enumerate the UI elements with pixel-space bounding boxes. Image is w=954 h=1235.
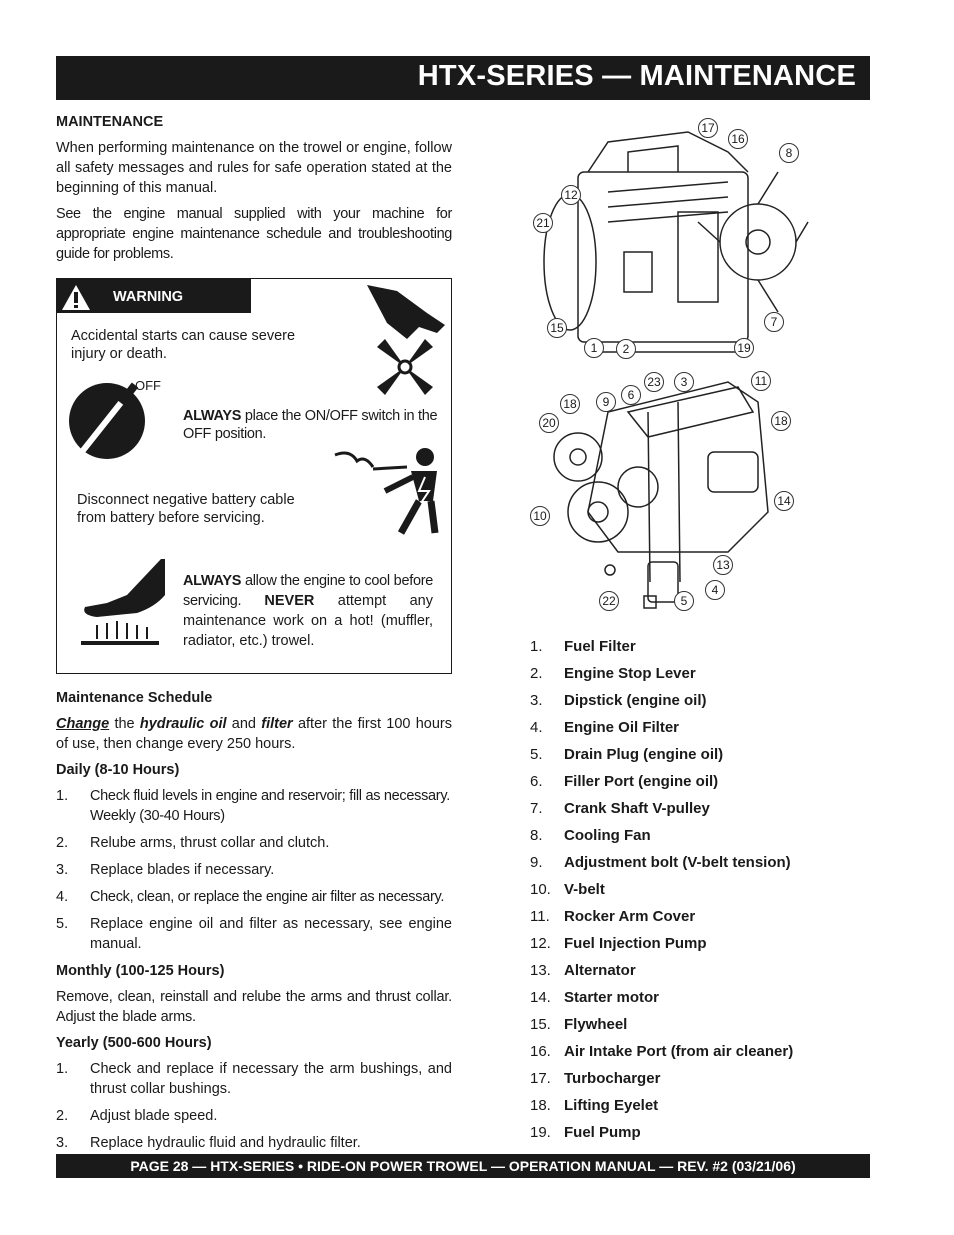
always-switch-off-rest: place the ON/OFF switch in the OFF position.: [183, 408, 438, 442]
part-number: 5.: [530, 746, 543, 763]
item-number: 4.: [56, 889, 69, 905]
change-emphasis: Change: [56, 716, 110, 732]
header-bar: [56, 56, 870, 100]
item-number: 3.: [56, 862, 69, 878]
hot-surface-icon: [77, 555, 167, 649]
part-number: 7.: [530, 800, 543, 817]
list-item: [530, 960, 860, 987]
callout-15: 15: [547, 318, 567, 338]
schedule-rest: after the first 100 hours of use, then change every 250 hours.: [56, 716, 453, 752]
callout-7: 7: [764, 312, 784, 332]
list-item: [56, 887, 452, 907]
item-number: 2.: [56, 835, 69, 851]
part-label: Adjustment bolt (V-belt tension): [564, 854, 791, 871]
list-item: [56, 860, 452, 880]
callout-4: 4: [705, 580, 725, 600]
part-label: Fuel Injection Pump: [564, 935, 707, 952]
list-item: [530, 879, 860, 906]
item-number: 2.: [56, 1108, 69, 1124]
part-number: 6.: [530, 773, 543, 790]
yearly-list: [56, 1059, 452, 1153]
monthly-heading: Monthly (100-125 Hours): [56, 963, 225, 979]
item-number: 1.: [56, 788, 69, 804]
warning-box: [56, 278, 452, 674]
callout-21: 21: [533, 213, 553, 233]
callout-2: 2: [616, 339, 636, 359]
part-label: V-belt: [564, 881, 605, 898]
page-footer: PAGE 28 — HTX-SERIES • RIDE-ON POWER TROWEL — OPERATION MANUAL — REV. #2 (03/21/06): [56, 1154, 870, 1178]
list-item: [530, 798, 860, 825]
callout-13: 13: [713, 555, 733, 575]
yearly-heading: Yearly (500-600 Hours): [56, 1035, 212, 1051]
list-item: [530, 717, 860, 744]
filter-emphasis: filter: [261, 716, 293, 732]
part-label: Air Intake Port (from air cleaner): [564, 1043, 794, 1060]
list-item: [56, 1059, 452, 1099]
list-item: [56, 1133, 452, 1153]
accidental-start-text: Accidental starts can cause severe injury or death.: [71, 328, 296, 362]
callout-10: 10: [530, 506, 550, 526]
part-number: 13.: [530, 962, 551, 979]
maintenance-para-2: See the engine manual supplied with your machine for appropriate engine maintenance schedule and troubleshooting guide for problems.: [56, 206, 452, 262]
part-number: 19.: [530, 1124, 551, 1141]
callout-18: 18: [560, 394, 580, 414]
callout-8: 8: [779, 143, 799, 163]
callout-17: 17: [698, 118, 718, 138]
item-text: Adjust blade speed.: [90, 1108, 218, 1124]
list-item: [530, 636, 860, 663]
list-item: [530, 690, 860, 717]
list-item: [530, 663, 860, 690]
part-label: Lifting Eyelet: [564, 1097, 659, 1114]
maintenance-para-1: When performing maintenance on the trowel or engine, follow all safety messages and rules for safe operation stated at the beginning of this manual.: [56, 140, 452, 196]
part-number: 17.: [530, 1070, 551, 1087]
hand-fan-hazard-icon: [357, 283, 451, 401]
hydraulic-oil-emphasis: hydraulic oil: [139, 716, 227, 732]
always-cool-rest: allow the engine to cool before servicing.: [183, 573, 433, 609]
part-label: Drain Plug (engine oil): [564, 746, 724, 763]
schedule-intro: [56, 714, 452, 754]
item-text: Replace blades if necessary.: [90, 862, 275, 878]
callout-14: 14: [774, 491, 794, 511]
callout-23: 23: [644, 372, 664, 392]
part-label: Rocker Arm Cover: [564, 908, 696, 925]
item-text: Check, clean, or replace the engine air filter as necessary.: [90, 889, 445, 905]
monthly-text: Remove, clean, reinstall and relube the arms and thrust collar. Adjust the blade arms.: [56, 989, 452, 1025]
list-item: [56, 786, 452, 826]
warning-label-bar: [57, 279, 251, 313]
callout-1: 1: [584, 338, 604, 358]
always-switch-off-text: [183, 407, 439, 443]
list-item: [56, 833, 452, 853]
part-number: 8.: [530, 827, 543, 844]
daily-heading: Daily (8-10 Hours): [56, 762, 180, 778]
always-cool-engine-text: [183, 571, 433, 651]
item-number: 1.: [56, 1061, 69, 1077]
part-label: Turbocharger: [564, 1070, 661, 1087]
part-number: 16.: [530, 1043, 551, 1060]
warning-triangle-icon: [61, 283, 91, 311]
list-item: [530, 933, 860, 960]
list-item: [530, 1014, 860, 1041]
always-emphasis-2: ALWAYS: [183, 573, 242, 589]
callout-20: 20: [539, 413, 559, 433]
part-number: 2.: [530, 665, 543, 682]
off-label: OFF: [135, 378, 161, 393]
left-column: [56, 112, 452, 1160]
part-label: Cooling Fan: [564, 827, 651, 844]
never-emphasis: NEVER: [264, 593, 315, 609]
part-label: Starter motor: [564, 989, 660, 1006]
part-label: Dipstick (engine oil): [564, 692, 707, 709]
part-number: 4.: [530, 719, 543, 736]
list-item: [530, 825, 860, 852]
callout-12: 12: [561, 185, 581, 205]
part-number: 14.: [530, 989, 551, 1006]
list-item: [530, 987, 860, 1014]
item-number: 3.: [56, 1135, 69, 1151]
list-item: [530, 1122, 860, 1149]
list-item: [56, 1106, 452, 1126]
schedule-the: the: [109, 716, 140, 732]
part-number: 15.: [530, 1016, 551, 1033]
part-label: Fuel Filter: [564, 638, 636, 655]
part-number: 12.: [530, 935, 551, 952]
always-cool-tail: attempt any maintenance work on a hot! (muffler, radiator, etc.) trowel.: [183, 593, 433, 649]
part-label: Filler Port (engine oil): [564, 773, 719, 790]
item-text: Check and replace if necessary the arm bushings, and thrust collar bushings.: [90, 1061, 452, 1097]
part-number: 10.: [530, 881, 551, 898]
page-title: HTX-SERIES — MAINTENANCE: [417, 60, 856, 92]
part-number: 9.: [530, 854, 543, 871]
engine-illustrations: [528, 112, 868, 622]
part-label: Crank Shaft V-pulley: [564, 800, 710, 817]
callout-18b: 18: [771, 411, 791, 431]
item-number: 5.: [56, 916, 69, 932]
item-text: Replace engine oil and filter as necessary, see engine manual.: [90, 916, 452, 952]
list-item: [530, 852, 860, 879]
part-label: Engine Stop Lever: [564, 665, 696, 682]
disconnect-battery-text: Disconnect negative battery cable from battery before servicing.: [77, 492, 295, 526]
part-number: 11.: [530, 908, 550, 925]
list-item: [530, 1068, 860, 1095]
parts-list: [530, 636, 860, 1149]
callout-3: 3: [674, 372, 694, 392]
maintenance-heading: MAINTENANCE: [56, 114, 164, 130]
list-item: [56, 914, 452, 954]
part-number: 18.: [530, 1097, 551, 1114]
part-number: 1.: [530, 638, 543, 655]
callout-19: 19: [734, 338, 754, 358]
item-text: Replace hydraulic fluid and hydraulic filter.: [90, 1135, 361, 1151]
list-item: [530, 744, 860, 771]
callout-9: 9: [596, 392, 616, 412]
callout-22: 22: [599, 591, 619, 611]
part-label: Flywheel: [564, 1016, 628, 1033]
off-switch-icon: [67, 375, 187, 461]
part-number: 3.: [530, 692, 543, 709]
list-item: [530, 1041, 860, 1068]
part-label: Fuel Pump: [564, 1124, 641, 1141]
schedule-heading: Maintenance Schedule: [56, 690, 213, 706]
always-emphasis-1: ALWAYS: [183, 408, 242, 424]
list-item: [530, 906, 860, 933]
callout-5: 5: [674, 591, 694, 611]
list-item: [530, 1095, 860, 1122]
callout-11: 11: [751, 371, 771, 391]
electric-shock-icon: [315, 445, 445, 535]
callout-16: 16: [728, 129, 748, 149]
callout-6: 6: [621, 385, 641, 405]
daily-list: [56, 786, 452, 954]
item-text: Check fluid levels in engine and reservoir; fill as necessary. Weekly (30-40 Hours): [90, 788, 450, 824]
list-item: [530, 771, 860, 798]
item-text: Relube arms, thrust collar and clutch.: [90, 835, 330, 851]
schedule-and: and: [226, 716, 262, 732]
warning-label: WARNING: [113, 289, 184, 305]
part-label: Alternator: [564, 962, 636, 979]
part-label: Engine Oil Filter: [564, 719, 680, 736]
